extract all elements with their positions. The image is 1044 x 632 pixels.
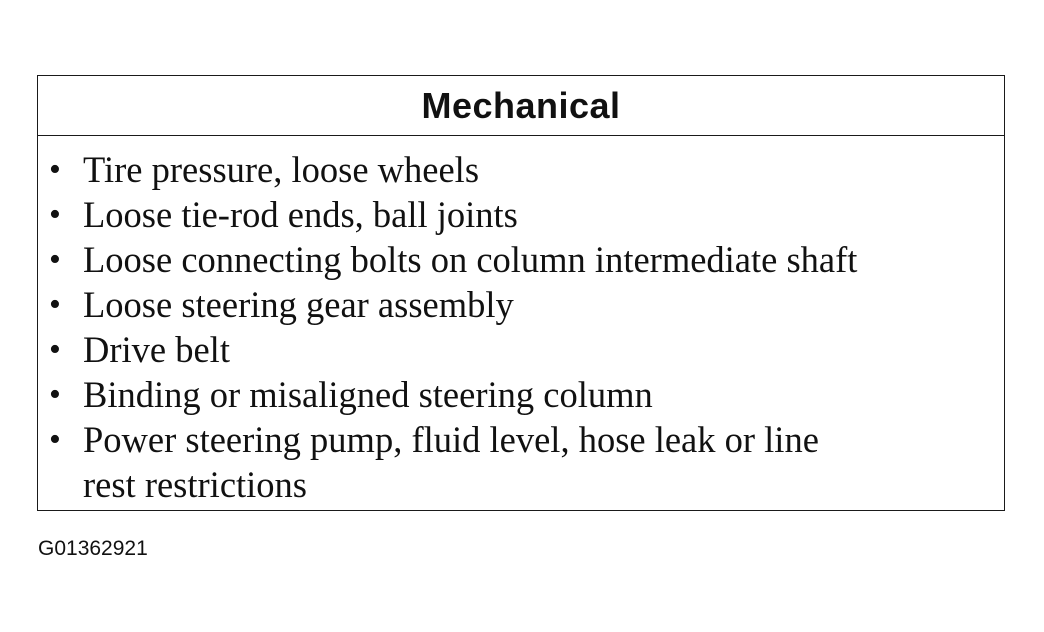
cause-list bbox=[38, 136, 1004, 507]
bullet-icon: • bbox=[49, 331, 61, 368]
list-item-text: Drive belt bbox=[83, 329, 230, 370]
bullet-icon: • bbox=[49, 151, 61, 188]
list-item bbox=[38, 417, 1004, 507]
bullet-icon: • bbox=[49, 421, 61, 458]
list-item bbox=[38, 192, 1004, 237]
list-item-text: Loose tie-rod ends, ball joints bbox=[83, 194, 518, 235]
mechanical-table bbox=[37, 75, 1005, 511]
list-item bbox=[38, 282, 1004, 327]
list-item-text: Tire pressure, loose wheels bbox=[83, 149, 480, 190]
list-item-text: Loose steering gear assembly bbox=[83, 284, 514, 325]
table-title: Mechanical bbox=[421, 84, 621, 126]
list-item bbox=[38, 147, 1004, 192]
list-item-text: Loose connecting bolts on column intermediate shaft bbox=[83, 239, 858, 280]
list-item bbox=[38, 327, 1004, 372]
list-item-text: Binding or misaligned steering column bbox=[83, 374, 653, 415]
bullet-icon: • bbox=[49, 376, 61, 413]
table-header bbox=[38, 76, 1004, 136]
bullet-icon: • bbox=[49, 196, 61, 233]
list-item bbox=[38, 372, 1004, 417]
list-item-text: Power steering pump, fluid level, hose leak or line bbox=[83, 419, 819, 460]
list-item-text-continuation: rest restrictions bbox=[83, 464, 308, 505]
list-item bbox=[38, 237, 1004, 282]
bullet-icon: • bbox=[49, 286, 61, 323]
bullet-icon: • bbox=[49, 241, 61, 278]
figure-id: G01362921 bbox=[38, 537, 148, 560]
